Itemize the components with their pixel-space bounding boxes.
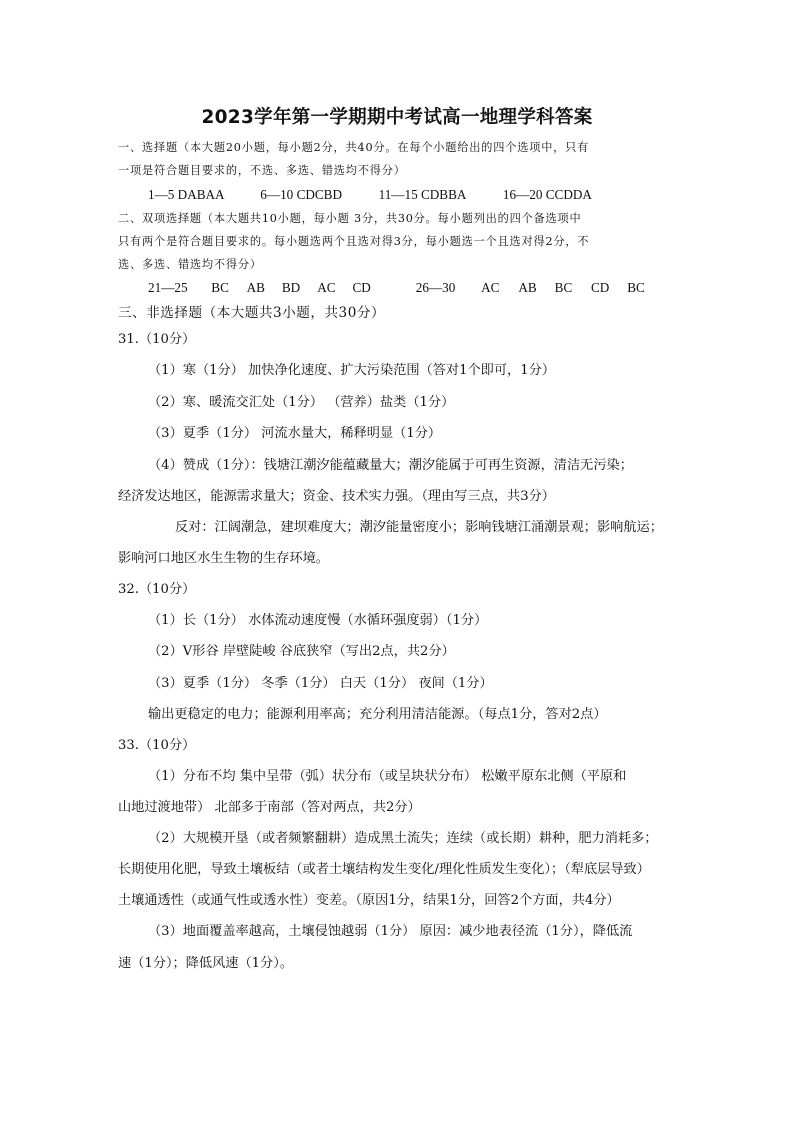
answer-group-label: 26—30 — [415, 280, 456, 295]
q33-line: 长期使用化肥，导致土壤板结（或者土壤结构发生变化/理化性质发生变化）；（犁底层导致） — [118, 862, 650, 877]
q33-line: 山地过渡地带） 北部多于南部（答对两点，共2分） — [118, 800, 421, 815]
answer-item: CD — [352, 280, 371, 295]
answer-group: 1—5 DABAA — [148, 187, 225, 202]
section3-header: 三、非选择题（本大题共3小题，共30分） — [118, 305, 386, 321]
answer-item: CD — [590, 280, 610, 295]
q31-line: （4）赞成（1分）：钱塘江潮汐能蕴藏量大；潮汐能属于可再生资源，清洁无污染； — [148, 458, 633, 473]
q33-line: 土壤通透性（或通气性或透水性）变差。（原因1分，结果1分，回答2个方面，共4分） — [118, 893, 620, 908]
page-title: 2023学年第一学期期中考试高一地理学科答案 — [201, 107, 593, 128]
section1-header-line1: 一、选择题（本大题20小题，每小题2分，共40分。在每个小题给出的四个选项中，只有 — [118, 141, 590, 154]
section2-header-line2: 只有两个是符合题目要求的。每小题选两个且选对得3分，每小题选一个且选对得2分，不 — [118, 235, 590, 248]
q33-line: 速（1分）；降低风速（1分）。 — [118, 956, 294, 971]
section1-header-line2: 一项是符合题目要求的，不选、多选、错选均不得分） — [118, 164, 406, 177]
q32-line: （3）夏季（1分） 冬季（1分） 白天（1分） 夜间（1分） — [148, 676, 493, 691]
answer-item: AC — [317, 280, 336, 295]
q31-line: （1）寒（1分） 加快净化速度、扩大污染范围（答对1个即可，1分） — [148, 363, 556, 378]
answer-item: AB — [246, 280, 265, 295]
section1-answers — [148, 186, 592, 204]
answer-group: 11—15 CDBBA — [378, 187, 467, 202]
q32-line: （1）长（1分） 水体流动速度慢（水循环强度弱）（1分） — [148, 613, 488, 628]
q32-line: （2）V形谷 岸壁陡峻 谷底狭窄（写出2点，共2分） — [148, 644, 455, 659]
answer-group: 6—10 CDCBD — [260, 187, 342, 202]
answer-item: BC — [554, 280, 573, 295]
q32-line: 输出更稳定的电力；能源利用率高；充分利用清洁能源。（每点1分，答对2点） — [148, 707, 607, 722]
q31-line: （3）夏季（1分） 河流水量大，稀释明显（1分） — [148, 426, 442, 441]
q33-line: （2）大规模开垦（或者频繁翻耕）造成黑土流失；连续（或长期）耕种，肥力消耗多； — [148, 831, 658, 846]
section2-header-line1: 二、双项选择题（本大题共10小题，每小题 3分，共30分。每小题列出的四个备选项中 — [118, 212, 582, 225]
answer-group-label: 21—25 — [148, 280, 188, 295]
answer-item: BC — [211, 280, 229, 295]
answer-item: BD — [281, 280, 301, 295]
q32-label: 32.（10分） — [118, 582, 196, 597]
section2-header-line3: 选、多选、错选均不得分） — [118, 258, 262, 271]
section2-answers — [148, 279, 645, 297]
q31-line: 反对：江阔潮急，建坝难度大；潮汐能量密度小；影响钱塘江涌潮景观；影响航运； — [175, 520, 663, 535]
q33-label: 33.（10分） — [118, 738, 196, 753]
q31-line: 经济发达地区，能源需求量大；资金、技术实力强。（理由写三点，共3分） — [118, 489, 555, 504]
q31-line: （2）寒、暖流交汇处（1分） （营养）盐类（1分） — [148, 395, 455, 410]
q31-line: 影响河口地区水生生物的生存环境。 — [118, 551, 329, 566]
q33-line: （1）分布不均 集中呈带（弧）状分布（或呈块状分布） 松嫩平原东北侧（平原和 — [148, 769, 627, 784]
answer-item: AC — [481, 280, 500, 295]
q33-line: （3）地面覆盖率越高，土壤侵蚀越弱（1分） 原因：减少地表径流（1分），降低流 — [148, 924, 633, 939]
q31-label: 31.（10分） — [118, 332, 196, 347]
answer-group: 16—20 CCDDA — [502, 187, 592, 202]
answer-item: BC — [627, 280, 645, 295]
answer-item: AB — [518, 280, 537, 295]
